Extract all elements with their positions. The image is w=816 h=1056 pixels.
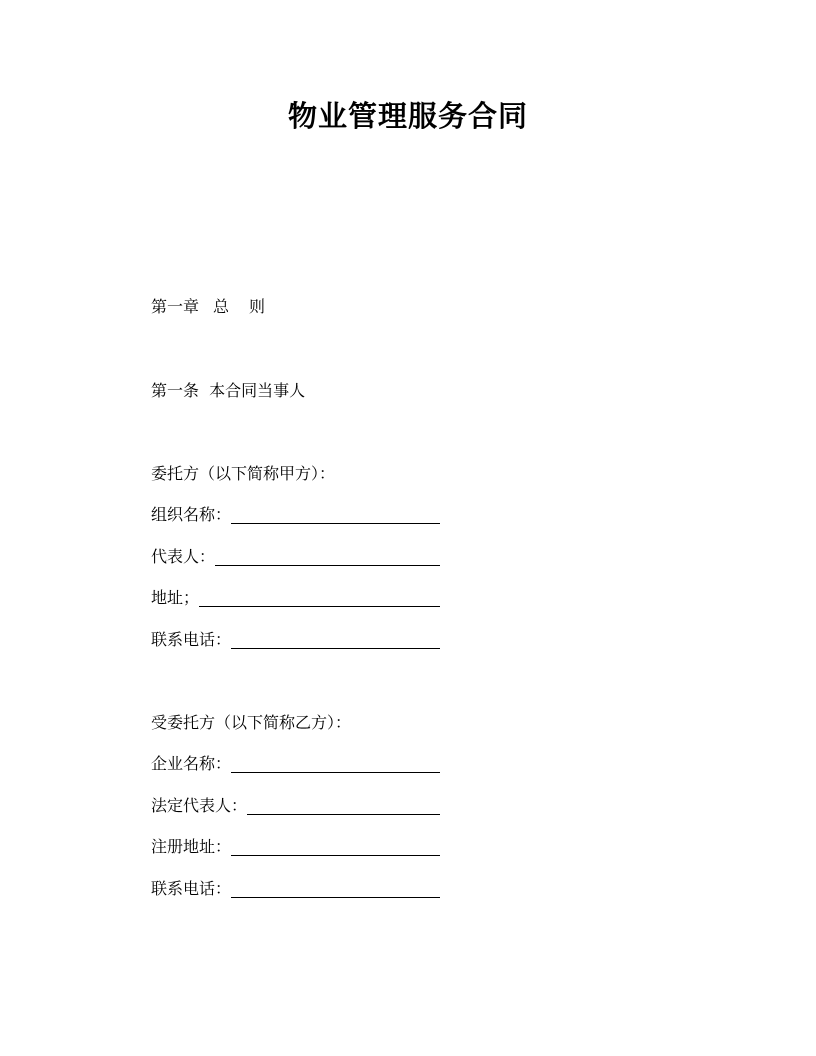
party-a-org-name-blank — [231, 505, 440, 524]
chapter-label: 第一章 — [151, 297, 200, 316]
party-b-phone-label: 联系电话： — [151, 879, 232, 898]
party-b-legal-rep-field — [151, 795, 440, 817]
party-b-phone-blank — [231, 879, 440, 898]
party-b-reg-address-label: 注册地址： — [151, 837, 232, 856]
chapter-word-2: 则 — [249, 297, 266, 316]
party-b-legal-rep-label: 法定代表人： — [151, 796, 248, 815]
party-b-reg-address-blank — [231, 837, 440, 856]
party-b-company-name-blank — [231, 754, 440, 773]
party-b-legal-rep-blank — [247, 796, 440, 815]
party-b-heading: 受委托方（以下简称乙方）： — [151, 713, 352, 732]
document-title: 物业管理服务合同 — [287, 99, 528, 133]
party-a-representative-label: 代表人： — [151, 547, 216, 566]
party-b-phone-field — [151, 878, 440, 900]
party-a-address-label: 地址； — [151, 588, 200, 607]
party-a-phone-blank — [231, 630, 440, 649]
party-a-address-blank — [199, 588, 440, 607]
party-a-phone-label: 联系电话： — [151, 630, 232, 649]
party-b-company-name-field — [151, 753, 440, 775]
chapter-heading — [151, 296, 265, 318]
party-a-phone-field — [151, 629, 440, 651]
party-a-org-name-label: 组织名称： — [151, 505, 232, 524]
party-a-address-field — [151, 587, 440, 609]
party-a-heading: 委托方（以下简称甲方）： — [151, 464, 336, 483]
party-a-representative-field — [151, 546, 440, 568]
chapter-word-1: 总 — [213, 297, 230, 316]
party-a-representative-blank — [215, 547, 440, 566]
party-b-company-name-label: 企业名称： — [151, 754, 232, 773]
article-1-heading: 第一条 本合同当事人 — [151, 381, 306, 400]
party-a-org-name-field — [151, 504, 440, 526]
party-b-reg-address-field — [151, 836, 440, 858]
